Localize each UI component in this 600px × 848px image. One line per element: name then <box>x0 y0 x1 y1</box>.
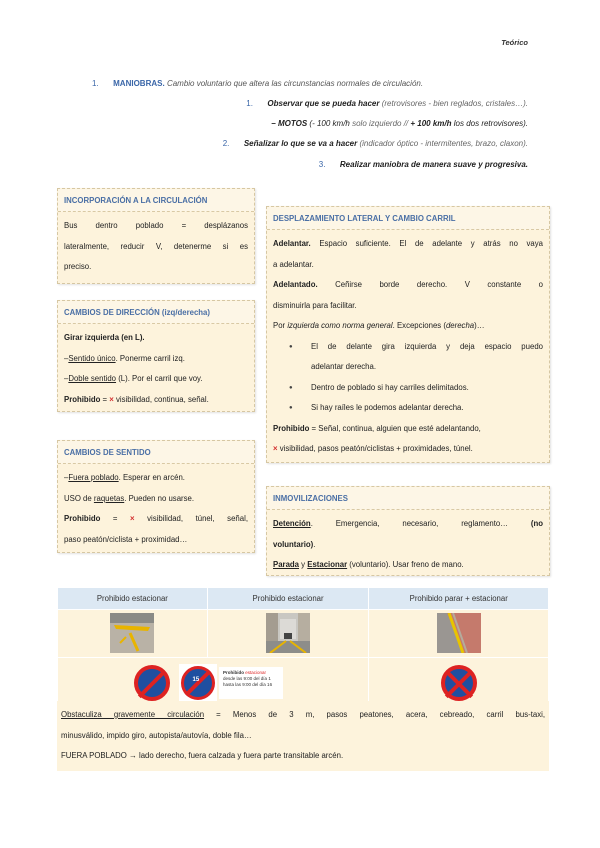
cross-icon: × <box>130 514 135 523</box>
intro-heading <box>92 79 423 88</box>
column-header: Prohibido estacionar <box>207 588 369 610</box>
por-izquierda-line: Por izquierda como norma general. Excepciones (derecha)… <box>273 321 485 330</box>
incorporacion-title: INCORPORACIÓN A LA CIRCULACIÓN <box>58 189 254 212</box>
incorporacion-line: lateralmente, reducir V, detenerme si es <box>64 241 248 251</box>
list-number: 1. <box>92 79 99 88</box>
step-2-note: (indicador óptico - intermitentes, brazo, claxon). <box>359 139 528 148</box>
intro-motos <box>271 119 528 128</box>
motos-speed-2: + 100 km/h <box>410 119 452 128</box>
cambios-direccion-box <box>57 300 255 412</box>
parada-line: Parada y Estacionar (voluntario). Usar freno de mano. <box>273 560 464 569</box>
intro-step-2 <box>223 139 528 148</box>
footer-notes <box>57 701 549 771</box>
sentido-line: paso peatón/ciclista + proximidad… <box>64 534 188 544</box>
incorporacion-line: Bus dentro poblado = desplázanos <box>64 221 248 230</box>
inmovilizaciones-title: INMOVILIZACIONES <box>267 487 549 510</box>
step-1-note: (retrovisores - bien reglados, cristales…). <box>381 99 528 108</box>
maniobras-desc: Cambio voluntario que altera las circunstancias normales de circulación. <box>166 79 424 88</box>
obstaculiza-line-2: minusválido, impido giro, autopista/autovía, doble fila… <box>61 730 252 740</box>
list-item: ● Dentro de poblado si hay carriles delimitados. <box>273 378 543 399</box>
motos-note: solo izquierdo // <box>352 119 409 128</box>
step-number: 2. <box>222 139 230 148</box>
cambios-sentido-box <box>57 440 255 553</box>
table-row <box>58 658 549 708</box>
cross-icon: × <box>109 394 114 404</box>
obstaculiza-line: Obstaculiza gravemente circulación = Menos de 3 m, pasos peatones, acera, cebreado, carril bus-taxi, <box>61 710 545 719</box>
desplazamiento-title: DESPLAZAMIENTO LATERAL Y CAMBIO CARRIL <box>267 207 549 230</box>
direccion-line: –Doble sentido (L). Por el carril que voy. <box>64 374 203 383</box>
sentido-unico: Sentido único <box>68 353 116 363</box>
sign-text-panel: Prohibido estacionar desde las 9:00 del día 1 hasta las 9:00 del día 16 <box>219 667 283 699</box>
excepciones-list <box>273 337 543 419</box>
table-header-row <box>58 588 549 610</box>
incorporacion-line: preciso. <box>64 262 92 271</box>
intro-step-1 <box>246 99 528 108</box>
step-1-text: Observar que se pueda hacer <box>267 99 380 108</box>
detencion-line: Detención. Emergencia, necesario, reglamento… (no <box>273 519 543 528</box>
inmovilizaciones-box <box>266 486 550 576</box>
list-item: ● Si hay raíles le podemos adelantar derecha. <box>273 398 543 419</box>
signs-cell <box>369 658 549 708</box>
raquetas: raquetas <box>93 493 125 503</box>
direccion-line: –Sentido único. Ponerme carril izq. <box>64 353 185 363</box>
motos-speed: (- 100 km/h <box>309 119 350 128</box>
step-3-text: Realizar maniobra de manera suave y progresiva. <box>339 160 528 169</box>
desplazamiento-prohibido: Prohibido = Señal, continua, alguien que esté adelantando, <box>273 423 481 433</box>
curb-photo <box>437 613 481 653</box>
column-header: Prohibido parar + estacionar <box>369 588 549 610</box>
sentido-line: USO de raquetas. Pueden no usarse. <box>64 493 195 503</box>
road-photo <box>110 613 154 653</box>
signs-table <box>57 587 549 708</box>
list-item: ● El de delante gira izquierda y deja espacio puedo adelantar derecha. <box>273 337 543 378</box>
header-label: Teórico <box>501 38 528 47</box>
no-stopping-sign-icon <box>441 665 477 701</box>
desplazamiento-prohibido-2: × visibilidad, pasos peatón/ciclistas + proximidades, túnel. <box>273 444 473 453</box>
sign-number: 15 <box>192 676 200 683</box>
signs-cell <box>58 658 369 708</box>
direccion-line: Girar izquierda (en L). <box>64 333 145 342</box>
cambios-direccion-title: CAMBIOS DE DIRECCIÓN (izq/derecha) <box>58 301 254 324</box>
adelantado-line: Adelantado. Ceñirse borde derecho. V constante o <box>273 280 543 289</box>
photo-cell <box>58 610 208 658</box>
incorporacion-box <box>57 188 255 284</box>
sentido-line: –Fuera poblado. Esperar en arcén. <box>64 473 185 482</box>
fuera-poblado: Fuera poblado <box>68 473 119 482</box>
step-number: 3. <box>318 160 326 169</box>
adelantar-line: a adelantar. <box>273 259 314 269</box>
photo-cell <box>207 610 369 658</box>
photo-cell <box>369 610 549 658</box>
doble-sentido: Doble sentido <box>68 374 117 383</box>
street-photo <box>266 613 310 653</box>
cambios-sentido-title: CAMBIOS DE SENTIDO <box>58 441 254 464</box>
motos-end: los dos retrovisores). <box>453 119 528 128</box>
sentido-prohibido: Prohibido = × visibilidad, túnel, señal, <box>64 514 248 523</box>
desplazamiento-box <box>266 206 550 463</box>
column-header: Prohibido estacionar <box>58 588 208 610</box>
table-row <box>58 610 549 658</box>
step-number: 1. <box>246 99 253 108</box>
adelantar-line: Adelantar. Espacio suficiente. El de adelante y atrás no vaya <box>273 239 543 248</box>
step-2-text: Señalizar lo que se va a hacer <box>243 139 358 148</box>
no-parking-sign-icon <box>134 665 170 701</box>
fuera-poblado-line: FUERA POBLADO → lado derecho, fuera calzada y fuera parte transitable arcén. <box>61 751 344 760</box>
cross-icon: × <box>273 444 278 453</box>
detencion-line-2: voluntario). <box>273 539 316 549</box>
direccion-prohibido: Prohibido = × visibilidad, continua, señal. <box>64 394 209 404</box>
motos-label: – MOTOS <box>271 119 308 128</box>
intro-step-3 <box>319 160 528 169</box>
maniobras-title: MANIOBRAS. <box>113 79 165 88</box>
adelantado-line: disminuirla para facilitar. <box>273 300 357 310</box>
no-parking-15-sign-icon <box>179 664 217 702</box>
